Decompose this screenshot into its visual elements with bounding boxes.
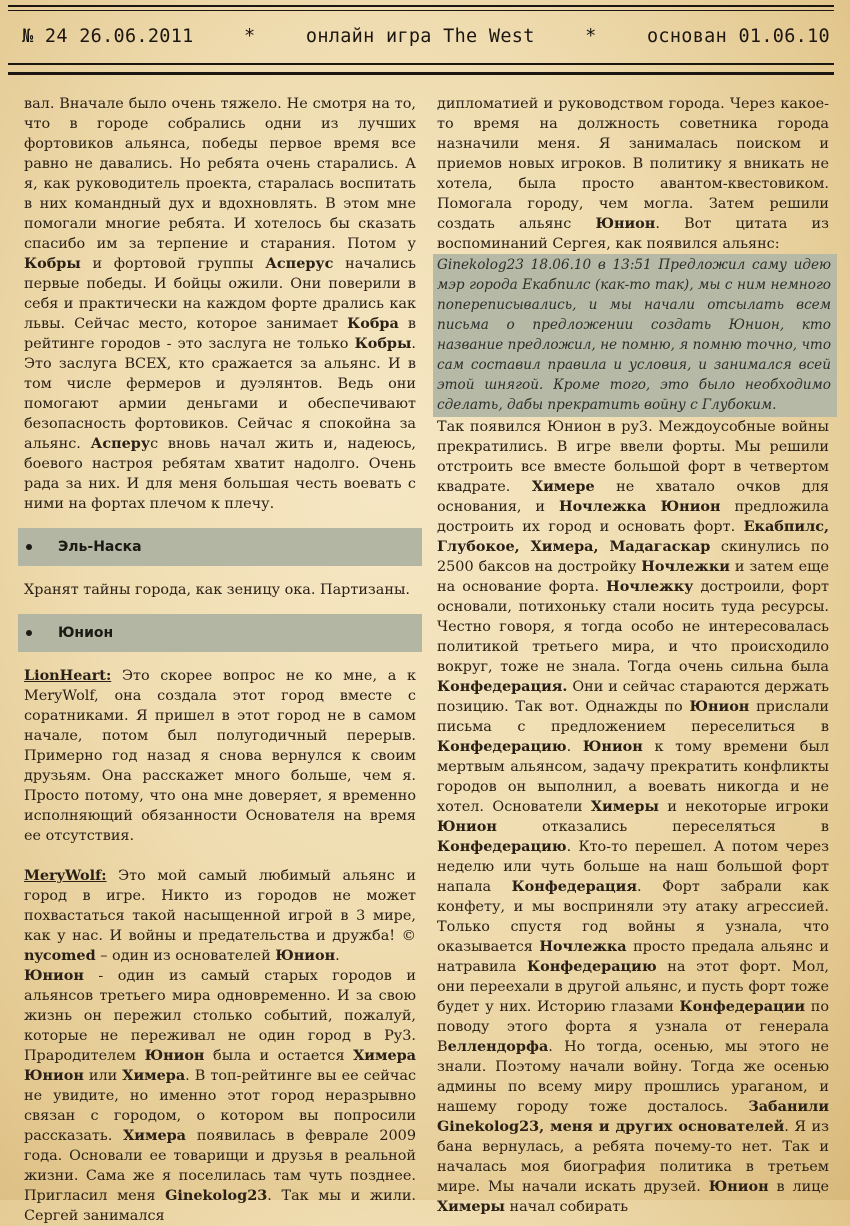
text-run: . В топ-рейтинге вы ее сейчас не увидите, но именно этот город неразрывно связан с городом, о котором вы попросили рассказать. xyxy=(24,1068,416,1144)
left-column xyxy=(24,94,416,1226)
text-run: была и остается xyxy=(204,1048,354,1064)
text-run: и некоторые игроки xyxy=(658,799,829,815)
bold-text: Юнион xyxy=(708,1178,769,1195)
text-run: . Так мы и жили. Сергей занимался xyxy=(24,1188,417,1224)
article-paragraph xyxy=(24,94,416,514)
bold-text: Конфедерацию xyxy=(437,838,567,855)
text-run: отказались переселяться в xyxy=(496,819,829,835)
bold-text: Юнион xyxy=(595,215,656,232)
section-title: Юнион xyxy=(58,625,114,641)
text-run: дипломатией и руководством города. Через какое-то время на должность советника города назначили меня. Я занималась поиском и приемов новых игроков. В политику я вникать не хотела, была просто авантом-квестовиком. Помогала городу, чем могла. Затем решили создать альянс xyxy=(437,96,829,232)
bold-text: Юнион xyxy=(582,738,643,755)
bold-text: Конфедерация xyxy=(511,878,637,895)
text-run: . Кто-то перешел. А потом через неделю или чуть больше на наш большой форт напала xyxy=(437,839,829,895)
header-rule-top-thin xyxy=(8,10,834,11)
text-run: не хватало очков для основания, и xyxy=(437,479,829,515)
text-run: Они и сейчас стараются держать позицию. Так вот. Однажды по xyxy=(437,679,829,715)
bold-text: Ночлежка xyxy=(539,938,627,955)
bullet-icon xyxy=(26,630,32,636)
text-run: прислали письма с предложением переселиться в xyxy=(437,699,829,735)
header-rule-bottom-thick xyxy=(8,72,834,75)
section-bar-el-naska xyxy=(18,528,422,566)
bold-text: Асперус xyxy=(265,255,334,272)
text-run: по поводу этого форта я узнала от генерала В xyxy=(437,999,829,1055)
bold-text: Химера xyxy=(123,1127,186,1144)
issue-number-date: № 24 26.06.2011 xyxy=(22,25,194,47)
article-paragraph xyxy=(437,94,829,254)
text-run: предложила достроить их город и основать форт. xyxy=(437,499,829,535)
bold-text: Конфедерация. xyxy=(437,678,568,695)
bold-text: Юнион xyxy=(275,947,336,964)
newspaper-header xyxy=(0,0,850,80)
bold-text: Химеры xyxy=(437,1198,505,1215)
bold-text: Асперу xyxy=(90,435,151,452)
text-run: или xyxy=(83,1068,123,1084)
text-run: достроили, форт основали, потихоньку стали носить туда ресурсы. Честно говоря, я тогда особо не интересовалась политикой третьего мира, и что происходило вокруг, тоже не знала. Тогда очень сильна была xyxy=(437,579,829,675)
quote-block: Ginekolog23 18.06.10 в 13:51 Предложил саму идею мэр города Екабпилс (как-то так), мы с ним немного попереписывались, и мы начали отсылать всем письма о предложении создать Юнион, кто название предложил, не помню, я помню точно, что сам составил правила и условия, и занимался всей этой шнягой. Кроме того, это было необходимо сделать, дабы прекратить войну с Глубоким. xyxy=(433,254,837,417)
text-run: к тому времени был мертвым альянсом, задачу прекратить конфликты городов он выполнил, а воевать никогда и не хотел. Основатели xyxy=(437,739,829,815)
text-run: начались первые победы. И бойцы ожили. Они поверили в себя и практически на каждом форте дрались как львы. Сейчас место, которое занимает xyxy=(24,256,417,332)
text-run: появилась в феврале 2009 года. Основали ее товарищи и друзья в реальной жизни. Сама же я поселилась там чуть позднее. Пригласил меня xyxy=(24,1128,416,1204)
article-paragraph xyxy=(437,417,829,1217)
text-run: Это скорее вопрос не ко мне, а к MeryWolf, она создала этот город вместе с соратниками. Я пришел в этот город не в самом начале, потом был полугодичный перерыв. Примерно год назад я снова вернулся к своим друзьям. Она расскажет много больше, чем я. Просто потому, что она мне доверяет, я временно исполняющий обязанности Основателя на время ее отсутствия. xyxy=(24,668,416,844)
text-run: начал собирать xyxy=(504,1199,629,1215)
bold-text: Конфедерацию xyxy=(437,738,567,755)
text-run: и фортовой группы xyxy=(80,256,266,272)
bold-text: Кобра xyxy=(347,315,399,332)
bold-text: Юнион xyxy=(437,818,497,835)
bold-text: nycomed xyxy=(24,947,96,964)
bold-text: Екабпилс, Глубокое, Химера, Мадагаскар xyxy=(437,518,829,555)
bold-text: Юнион xyxy=(24,967,84,984)
text-run: . Это заслуга ВСЕХ, кто сражается за альянс. И в том числе фермеров и дуэлянтов. Ведь они помогают армии деньгами и обеспечивают безопасность фортовиков. Сейчас я спокойна за альянс. xyxy=(24,336,416,452)
text-run: с вновь начал жить и, надеюсь, боевого настроя ребятам хватит надолго. Очень рада за них. И для меня большая честь воевать с ними на фортах плечом к плечу. xyxy=(24,436,416,512)
bold-text: Ночлежка Юнион xyxy=(558,498,721,515)
header-rule-bottom xyxy=(8,63,834,65)
bold-text: Химера xyxy=(122,1067,186,1084)
text-run: . Вот цитата из воспоминаний Сергея, как появился альянс: xyxy=(437,216,829,252)
author-name: MeryWolf: xyxy=(24,867,107,884)
article-paragraph xyxy=(24,866,416,1226)
text-run: просто предала альянс и натравила xyxy=(437,939,829,975)
header-star: * xyxy=(244,25,256,47)
bold-text: Ночлежку xyxy=(606,578,694,595)
bold-text: Юнион xyxy=(689,698,750,715)
bullet-icon xyxy=(26,544,32,550)
bold-text: Юнион xyxy=(144,1047,205,1064)
text-run: Это мой самый любимый альянс и город в игре. Никто из городов не может похвастаться такой насыщенной игрой в 3 мире, как у нас. И войны и предательства и дружба! © xyxy=(24,868,416,944)
text-run: в рейтинге городов - это заслуга не только xyxy=(24,316,416,352)
text-run: скинулись по 2500 баксов на достройку xyxy=(437,539,829,575)
bold-text: Кобры xyxy=(354,335,412,352)
bold-text: Конфедерации xyxy=(679,998,805,1015)
text-run: . xyxy=(335,948,340,964)
bold-text: Химера Юнион xyxy=(24,1047,417,1084)
text-run: . Форт забрали как конфету, и мы восприняли эту атаку агрессией. Только спустя год войны я узнала, что оказывается xyxy=(437,879,830,955)
bold-text: Химере xyxy=(531,478,595,495)
text-run: – один из основателей xyxy=(95,948,276,964)
bold-text: Ginekolog23 xyxy=(165,1187,268,1204)
article-paragraph xyxy=(24,580,416,600)
text-run: на этот форт. Мол, они переехали в другой альянс, и пусть форт тоже будет у них. Историю глазами xyxy=(437,959,830,1015)
bold-text: Кобры xyxy=(24,255,81,272)
newspaper-title: онлайн игра The West xyxy=(305,25,535,47)
bold-text: Ночлежки xyxy=(641,558,730,575)
header-rule-top xyxy=(8,5,834,7)
text-run: . Я из бана вернулась, а ребята почему-то нет. Так и началась моя биография политика в третьем мире. Мы начали искать друзей. xyxy=(437,1119,829,1195)
section-title: Эль-Наска xyxy=(58,539,142,555)
text-run: . xyxy=(566,739,583,755)
bold-text: Забанили Ginekolog23, меня и других основателей xyxy=(437,1098,829,1135)
founded-date: основан 01.06.10 xyxy=(646,25,830,47)
bold-text: Конфедерацию xyxy=(527,958,657,975)
bold-text: еллендорфа xyxy=(447,1038,549,1055)
header-line xyxy=(22,22,830,50)
article-paragraph xyxy=(24,666,416,846)
text-run: - один из самый старых городов и альянсов третьего мира одновременно. И за свою жизнь он пережил столько событий, пожалуй, которые не переживал не один город в Ру3. Прародителем xyxy=(24,968,416,1064)
text-run: в лице xyxy=(768,1179,829,1195)
header-star: * xyxy=(585,25,597,47)
text-run: Хранят тайны города, как зеницу ока. Партизаны. xyxy=(24,582,410,598)
text-run: Так появился Юнион в ру3. Междоусобные войны прекратились. В игре ввели форты. Мы решили отстроить все вместе большой форт в четвертом квадрате. xyxy=(437,419,829,495)
right-column xyxy=(437,94,829,1217)
author-name: LionHeart: xyxy=(24,667,112,684)
text-run: вал. Вначале было очень тяжело. Не смотря на то, что в городе собрались одни из лучших фортовиков альянса, победы первое время все равно не давались. Но ребята очень старались. А я, как руководитель проекта, старалась воспитать в них командный дух и вдохновлять. В этом мне помогали многие ребята. И хотелось бы сказать спасибо им за терпение и старания. Потом у xyxy=(24,96,416,252)
text-run: и затем еще на основание форта. xyxy=(437,559,829,595)
bold-text: Химеры xyxy=(590,798,659,815)
section-bar-union xyxy=(18,614,422,652)
text-run: . Но тогда, осенью, мы этого не знали. Поэтому начали войну. Тогда же осенью админы по всему миру прошлись ураганом, и нашему городу тоже досталось. xyxy=(437,1039,829,1115)
